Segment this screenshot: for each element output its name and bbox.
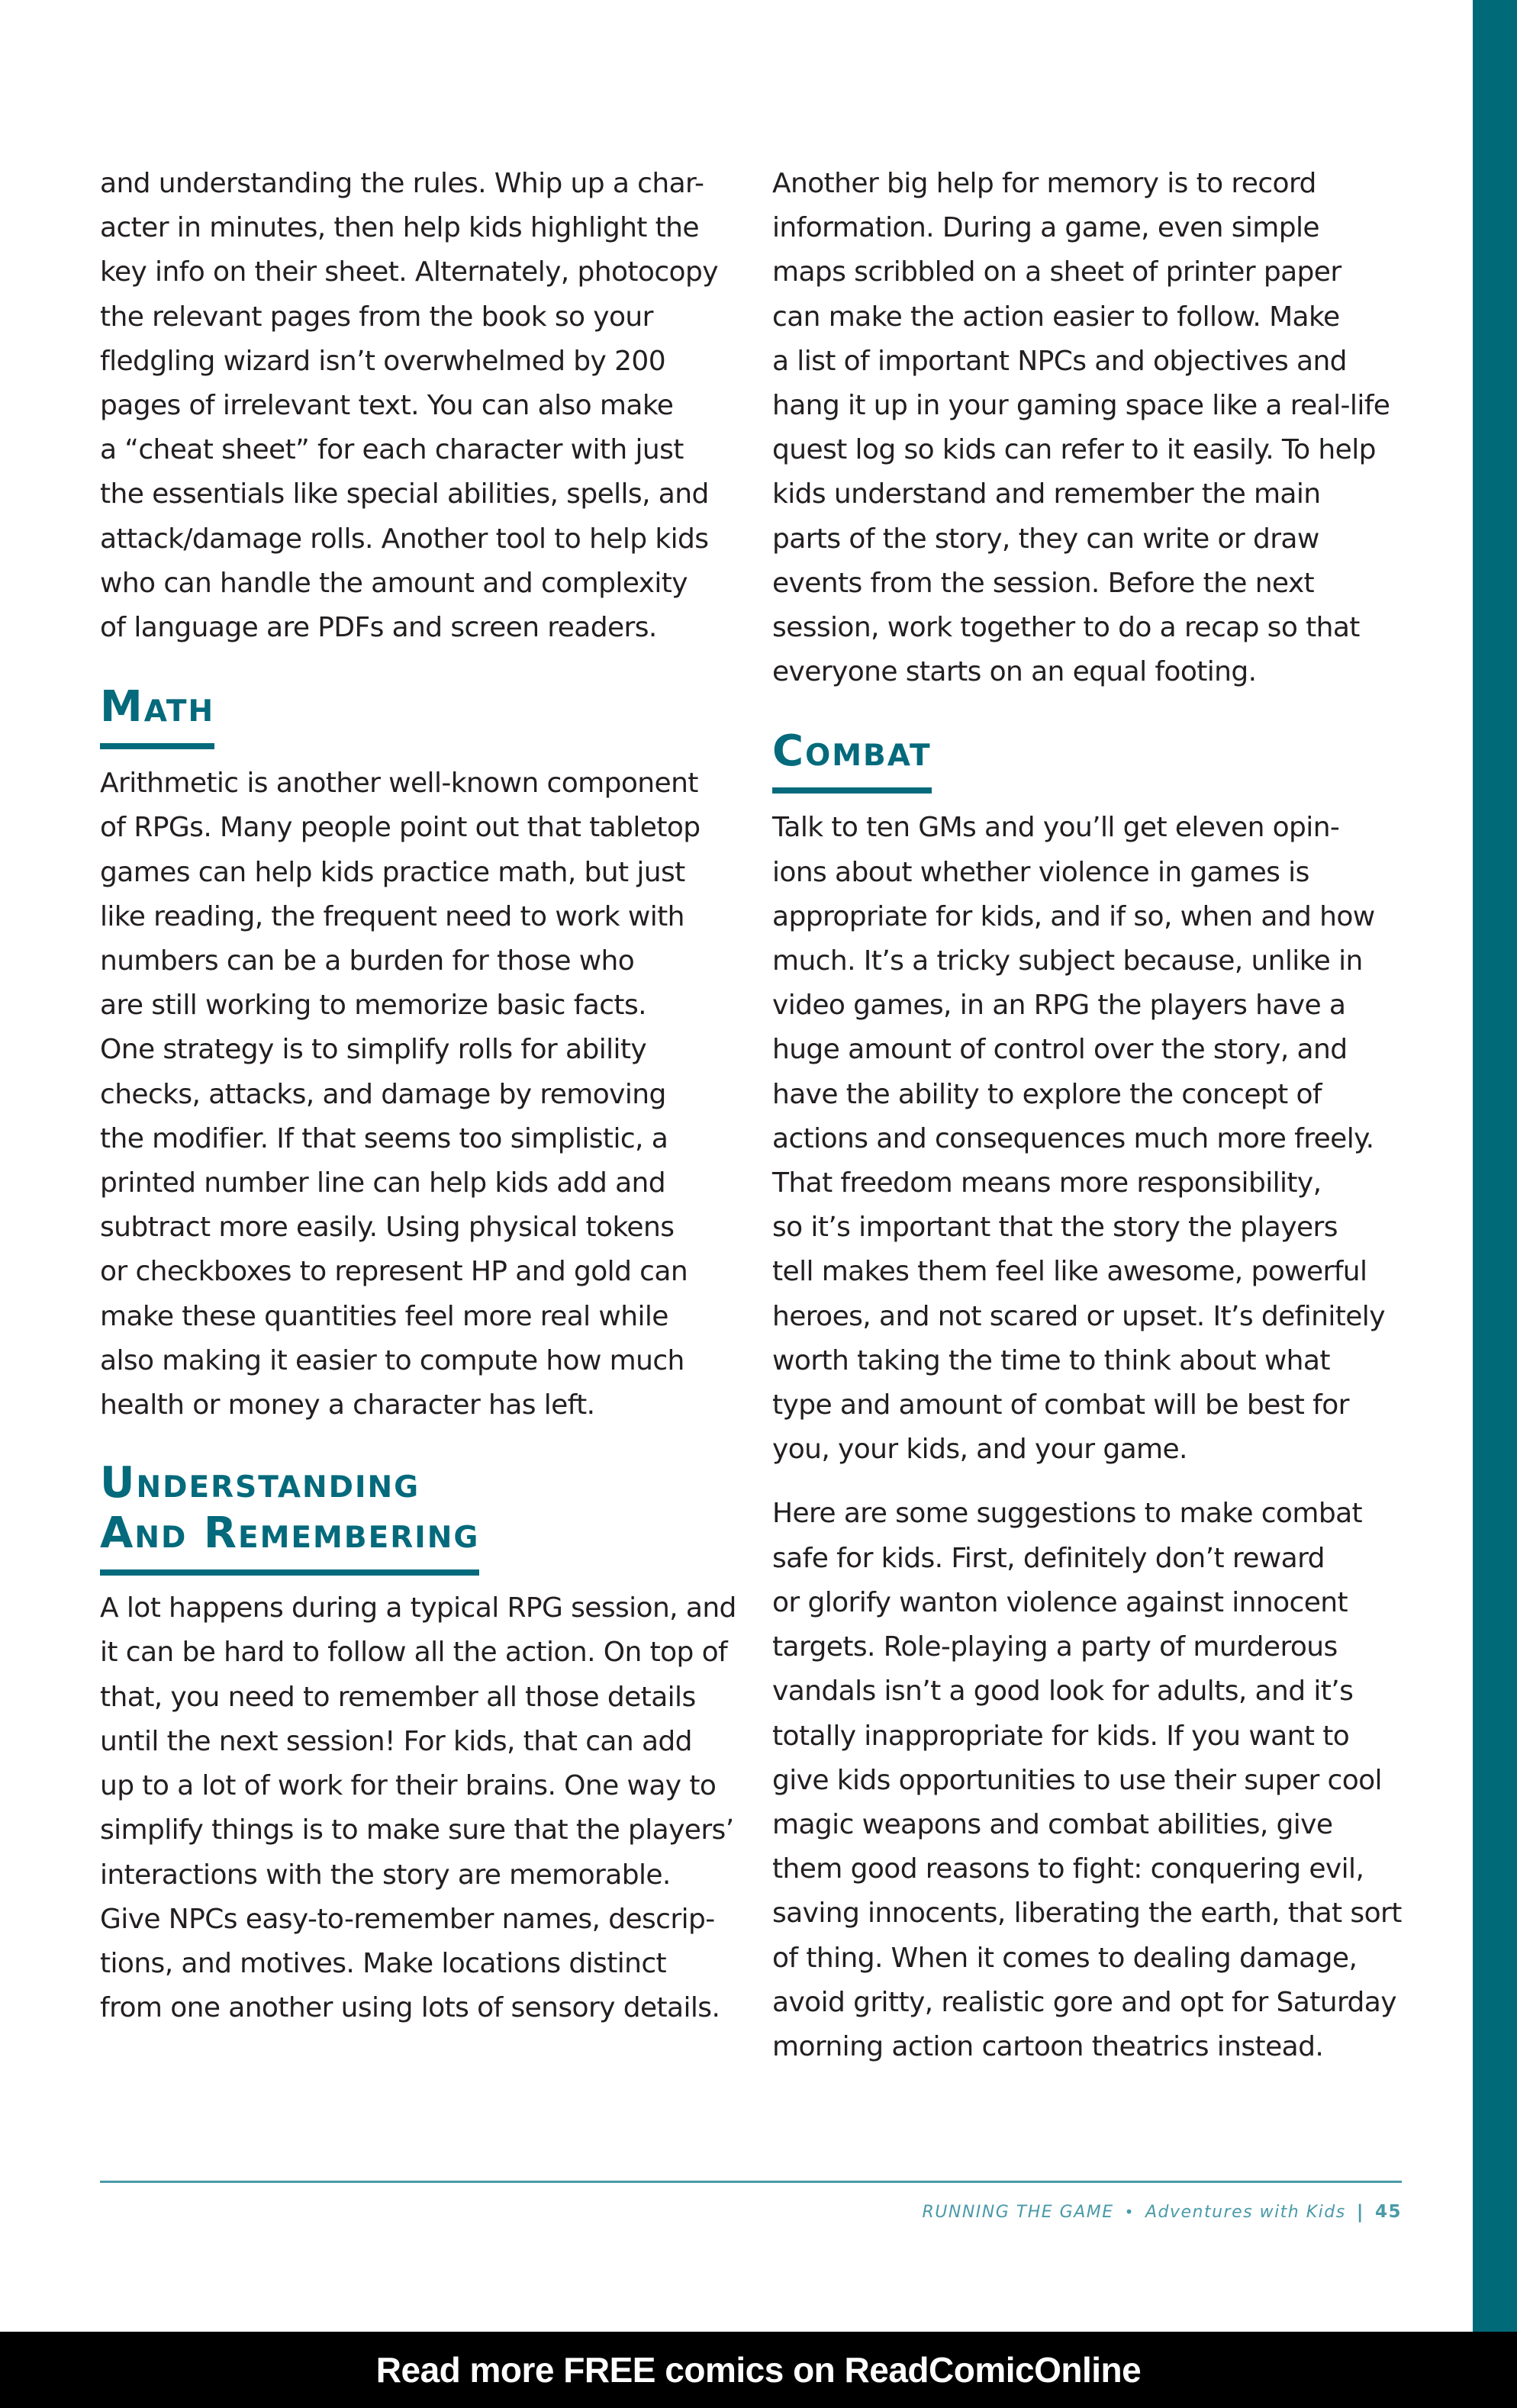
text-line: targets. Role-playing a party of murderous <box>772 1631 1338 1663</box>
combat-paragraph-1 <box>772 806 1406 1472</box>
text-line: quest log so kids can refer to it easily. To help <box>772 434 1376 466</box>
text-line: printed number line can help kids add and <box>100 1167 665 1199</box>
math-heading-block <box>100 682 214 749</box>
heading-underline <box>100 743 214 749</box>
page-number: 45 <box>1374 2202 1402 2222</box>
text-line: totally inappropriate for kids. If you want to <box>772 1720 1350 1752</box>
text-line: the modifier. If that seems too simplistic, a <box>100 1122 668 1154</box>
text-line: so it’s important that the story the players <box>772 1212 1338 1244</box>
math-paragraph <box>100 761 733 1428</box>
text-line: subtract more easily. Using physical tokens <box>100 1212 675 1244</box>
text-line: the relevant pages from the book so your <box>100 301 653 333</box>
text-line: like reading, the frequent need to work with <box>100 900 684 932</box>
text-line: Arithmetic is another well-known component <box>100 768 698 800</box>
understanding-paragraph <box>100 1586 736 2030</box>
text-line: pages of irrelevant text. You can also make <box>100 390 674 422</box>
text-line: Here are some suggestions to make combat <box>772 1498 1363 1530</box>
text-line: a “cheat sheet” for each character with just <box>100 434 684 466</box>
text-line: and understanding the rules. Whip up a char- <box>100 168 704 199</box>
footer-pipe-divider: | <box>1356 2201 1364 2223</box>
text-line: you, your kids, and your game. <box>772 1434 1187 1466</box>
heading-underline <box>100 1569 479 1576</box>
text-line: who can handle the amount and complexity <box>100 567 688 599</box>
promo-banner-text[interactable]: Read more FREE comics on ReadComicOnline <box>375 2350 1142 2390</box>
text-line: tions, and motives. Make locations distinct <box>100 1947 667 1979</box>
text-line: That freedom means more responsibility, <box>772 1167 1322 1199</box>
text-line: avoid gritty, realistic gore and opt for Saturday <box>772 1986 1396 2018</box>
text-line: session, work together to do a recap so that <box>772 612 1360 644</box>
text-line: huge amount of control over the story, and <box>772 1034 1348 1066</box>
text-line: video games, in an RPG the players have a <box>772 990 1346 1022</box>
text-line: acter in minutes, then help kids highlight the <box>100 212 699 244</box>
text-line: of RPGs. Many people point out that tabletop <box>100 812 701 844</box>
text-line: or checkboxes to represent HP and gold can <box>100 1256 688 1288</box>
text-line: until the next session! For kids, that can add <box>100 1725 692 1757</box>
text-line: safe for kids. First, definitely don’t reward <box>772 1542 1325 1574</box>
combat-paragraph-2 <box>772 1492 1406 2069</box>
text-line: parts of the story, they can write or draw <box>772 523 1319 555</box>
text-line: attack/damage rolls. Another tool to help kids <box>100 523 709 555</box>
understanding-heading <box>100 1458 479 1559</box>
text-line: One strategy is to simplify rolls for ability <box>100 1034 647 1066</box>
text-line: give kids opportunities to use their super cool <box>772 1764 1382 1796</box>
footer-book-title: Adventures with Kids <box>1145 2202 1346 2222</box>
text-line: games can help kids practice math, but just <box>100 856 685 888</box>
text-line: of language are PDFs and screen readers. <box>100 612 657 644</box>
math-heading <box>100 682 214 732</box>
text-line: numbers can be a burden for those who <box>100 945 635 977</box>
text-line: information. During a game, even simple <box>772 212 1319 244</box>
footer-rule <box>100 2181 1402 2183</box>
combat-heading <box>772 726 932 777</box>
text-line: are still working to memorize basic facts. <box>100 990 646 1022</box>
text-line: actions and consequences much more freely. <box>772 1122 1374 1154</box>
text-line: have the ability to explore the concept of <box>772 1078 1322 1110</box>
text-line: the essentials like special abilities, spells, and <box>100 478 709 510</box>
text-line: it can be hard to follow all the action. On top of <box>100 1637 728 1669</box>
text-line: Give NPCs easy-to-remember names, descrip- <box>100 1903 715 1935</box>
text-line: appropriate for kids, and if so, when and how <box>772 900 1375 932</box>
footer-section-title: RUNNING THE GAME <box>922 2202 1114 2222</box>
text-line: vandals isn’t a good look for adults, and it’s <box>772 1676 1354 1708</box>
heading-underline <box>772 787 932 794</box>
running-footer <box>923 2201 1403 2223</box>
text-line: can make the action easier to follow. Make <box>772 301 1340 333</box>
text-line: of thing. When it comes to dealing damage, <box>772 1942 1358 1974</box>
text-line: events from the session. Before the next <box>772 567 1315 599</box>
intro-paragraph-right <box>772 162 1406 694</box>
text-line: Another big help for memory is to record <box>772 168 1316 199</box>
text-line: morning action cartoon theatrics instead. <box>772 2030 1324 2062</box>
text-line: everyone starts on an equal footing. <box>772 656 1257 688</box>
text-line: simplify things is to make sure that the players’ <box>100 1814 734 1846</box>
text-line: a list of important NPCs and objectives and <box>772 345 1347 377</box>
heading-text: Combat <box>772 726 932 777</box>
text-line: tell makes them feel like awesome, powerful <box>772 1256 1367 1288</box>
text-line: much. It’s a tricky subject because, unlike in <box>772 945 1363 977</box>
right-column <box>772 162 1406 2069</box>
page-edge-accent-bar <box>1473 0 1517 2332</box>
text-line: make these quantities feel more real while <box>100 1300 668 1332</box>
promo-banner[interactable] <box>0 2332 1517 2408</box>
heading-text: Math <box>100 682 215 732</box>
text-line: ions about whether violence in games is <box>772 856 1309 888</box>
understanding-heading-block <box>100 1458 479 1576</box>
text-line: key info on their sheet. Alternately, photocopy <box>100 256 718 288</box>
left-column <box>100 162 736 2030</box>
text-line: worth taking the time to think about what <box>772 1344 1330 1376</box>
text-line: kids understand and remember the main <box>772 478 1321 510</box>
text-line: A lot happens during a typical RPG session, and <box>100 1592 736 1624</box>
footer-bullet-separator: • <box>1124 2203 1135 2221</box>
text-line: up to a lot of work for their brains. One way to <box>100 1770 717 1802</box>
text-line: or glorify wanton violence against innocent <box>772 1586 1348 1618</box>
text-line: interactions with the story are memorable. <box>100 1859 671 1891</box>
text-line: health or money a character has left. <box>100 1389 595 1421</box>
text-line: saving innocents, liberating the earth, that sort <box>772 1898 1402 1930</box>
text-line: them good reasons to fight: conquering evil, <box>772 1853 1364 1885</box>
heading-text: Understanding <box>100 1458 420 1508</box>
text-line: Talk to ten GMs and you’ll get eleven opin- <box>772 812 1340 844</box>
text-line: hang it up in your gaming space like a real-life <box>772 390 1390 422</box>
heading-text: And Remembering <box>100 1508 480 1559</box>
text-line: also making it easier to compute how much <box>100 1344 684 1376</box>
text-line: checks, attacks, and damage by removing <box>100 1078 666 1110</box>
text-line: that, you need to remember all those details <box>100 1681 696 1713</box>
text-line: heroes, and not scared or upset. It’s definitely <box>772 1300 1385 1332</box>
text-line: from one another using lots of sensory details. <box>100 1992 720 2024</box>
combat-heading-block <box>772 726 932 794</box>
text-line: magic weapons and combat abilities, give <box>772 1808 1333 1840</box>
text-line: type and amount of combat will be best for <box>772 1389 1349 1421</box>
text-line: fledgling wizard isn’t overwhelmed by 200 <box>100 345 665 377</box>
intro-paragraph-left <box>100 162 733 650</box>
text-line: maps scribbled on a sheet of printer paper <box>772 256 1341 288</box>
